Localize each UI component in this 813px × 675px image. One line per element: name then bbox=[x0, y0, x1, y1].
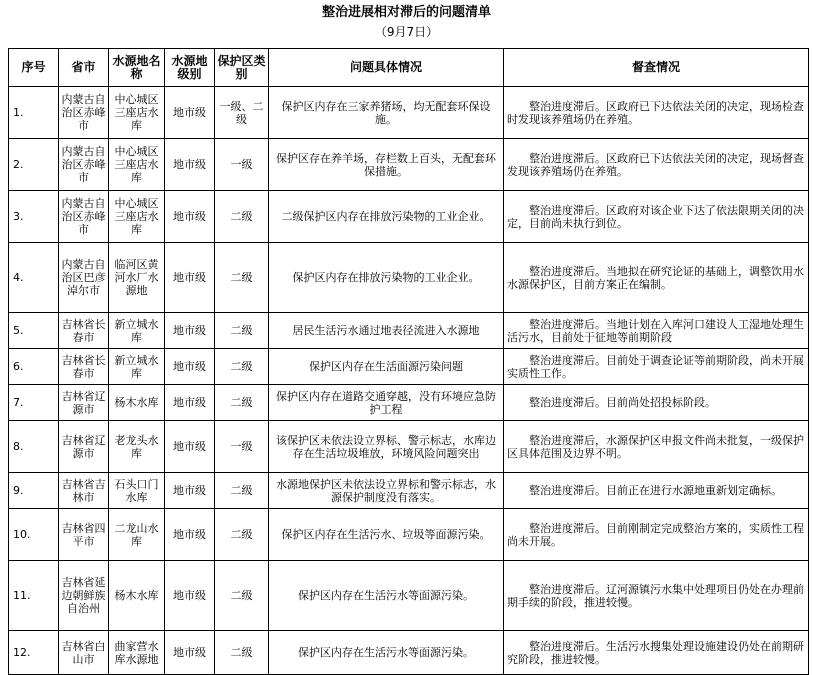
row-seq: 10. bbox=[9, 509, 59, 561]
status-text: 整治进度滞后。区政府已下达依法关闭的决定，现场督查发现该养殖场仍在养殖。 bbox=[507, 151, 804, 178]
row-source-level: 地市级 bbox=[165, 473, 215, 509]
table-row bbox=[9, 313, 809, 349]
status-text: 整治进度滞后。目前处于调查论证等前期阶段，尚未开展实质性工作。 bbox=[507, 353, 804, 380]
row-province: 吉林省四平市 bbox=[59, 509, 109, 561]
row-problem: 保护区内存在三家养猪场，均无配套环保设施。 bbox=[269, 87, 504, 139]
row-problem: 保护区内存在生活污水等面源污染。 bbox=[269, 561, 504, 631]
row-source-level: 地市级 bbox=[165, 631, 215, 675]
status-text: 整治进度滞后。辽河源镇污水集中处理项目仍处在办理前期手续的阶段，推进较慢。 bbox=[507, 582, 804, 609]
row-source-name: 老龙头水库 bbox=[109, 421, 165, 473]
header-province: 省市 bbox=[59, 49, 109, 87]
status-text: 整治进度滞后。区政府已下达依法关闭的决定，现场检查时发现该养殖场仍在养殖。 bbox=[507, 99, 804, 126]
status-text: 整治进度滞后。目前尚处招投标阶段。 bbox=[529, 396, 716, 409]
row-source-level: 地市级 bbox=[165, 313, 215, 349]
row-source-level: 地市级 bbox=[165, 509, 215, 561]
table-row bbox=[9, 421, 809, 473]
row-source-level: 地市级 bbox=[165, 243, 215, 313]
row-problem: 保护区内存在生活污水等面源污染。 bbox=[269, 631, 504, 675]
row-status bbox=[504, 631, 809, 675]
row-status bbox=[504, 87, 809, 139]
row-status bbox=[504, 509, 809, 561]
row-province: 内蒙古自治区赤峰市 bbox=[59, 139, 109, 191]
row-protect-type: 二级 bbox=[215, 349, 269, 385]
row-seq: 9. bbox=[9, 473, 59, 509]
table-row bbox=[9, 473, 809, 509]
row-source-name: 中心城区三座店水库 bbox=[109, 87, 165, 139]
row-protect-type: 一级 bbox=[215, 421, 269, 473]
row-seq: 6. bbox=[9, 349, 59, 385]
row-problem: 保护区内存在生活污水、垃圾等面源污染。 bbox=[269, 509, 504, 561]
row-status bbox=[504, 139, 809, 191]
row-protect-type: 二级 bbox=[215, 313, 269, 349]
table-row bbox=[9, 631, 809, 675]
status-text: 整治进度滞后。当地拟在研究论证的基础上，调整饮用水水源保护区，目前方案正在编制。 bbox=[507, 264, 804, 291]
table-row bbox=[9, 87, 809, 139]
row-source-name: 中心城区三座店水库 bbox=[109, 139, 165, 191]
header-protect-type: 保护区类别 bbox=[215, 49, 269, 87]
table-row bbox=[9, 349, 809, 385]
status-text: 整治进度滞后。当地计划在入库河口建设人工湿地处理生活污水，目前处于征地等前期阶段 bbox=[507, 317, 804, 344]
row-status bbox=[504, 473, 809, 509]
row-seq: 2. bbox=[9, 139, 59, 191]
row-province: 吉林省吉林市 bbox=[59, 473, 109, 509]
row-source-level: 地市级 bbox=[165, 421, 215, 473]
row-seq: 11. bbox=[9, 561, 59, 631]
header-seq: 序号 bbox=[9, 49, 59, 87]
row-seq: 1. bbox=[9, 87, 59, 139]
table-row bbox=[9, 509, 809, 561]
table-row bbox=[9, 139, 809, 191]
issues-table bbox=[8, 48, 809, 675]
row-seq: 4. bbox=[9, 243, 59, 313]
row-source-level: 地市级 bbox=[165, 385, 215, 421]
header-problem: 问题具体情况 bbox=[269, 49, 504, 87]
row-problem: 保护区内存在排放污染物的工业企业。 bbox=[269, 243, 504, 313]
status-text: 整治进度滞后。生活污水搜集处理设施建设仍处在前期研究阶段，推进较慢。 bbox=[507, 639, 804, 666]
row-problem: 保护区内存在道路交通穿越，没有环境应急防护工程 bbox=[269, 385, 504, 421]
row-protect-type: 一级 bbox=[215, 139, 269, 191]
row-problem: 保护区内存在生活面源污染问题 bbox=[269, 349, 504, 385]
row-problem: 居民生活污水通过地表径流进入水源地 bbox=[269, 313, 504, 349]
row-source-level: 地市级 bbox=[165, 87, 215, 139]
row-source-name: 临河区黄河水厂水源地 bbox=[109, 243, 165, 313]
row-seq: 7. bbox=[9, 385, 59, 421]
row-protect-type: 二级 bbox=[215, 561, 269, 631]
row-status bbox=[504, 561, 809, 631]
row-source-level: 地市级 bbox=[165, 191, 215, 243]
table-row bbox=[9, 191, 809, 243]
row-status bbox=[504, 191, 809, 243]
table-row bbox=[9, 243, 809, 313]
row-source-name: 曲家营水库水源地 bbox=[109, 631, 165, 675]
row-problem: 水源地保护区未依法设立界标和警示标志，水源保护制度没有落实。 bbox=[269, 473, 504, 509]
row-status bbox=[504, 349, 809, 385]
status-text: 整治进度滞后。区政府对该企业下达了依法限期关闭的决定，目前尚未执行到位。 bbox=[507, 203, 804, 230]
row-protect-type: 二级 bbox=[215, 191, 269, 243]
row-source-name: 石头口门水库 bbox=[109, 473, 165, 509]
row-source-name: 杨木水库 bbox=[109, 561, 165, 631]
row-status bbox=[504, 385, 809, 421]
row-province: 内蒙古自治区赤峰市 bbox=[59, 191, 109, 243]
row-protect-type: 二级 bbox=[215, 385, 269, 421]
row-source-name: 二龙山水库 bbox=[109, 509, 165, 561]
row-protect-type: 二级 bbox=[215, 243, 269, 313]
row-protect-type: 二级 bbox=[215, 473, 269, 509]
header-source-name: 水源地名称 bbox=[109, 49, 165, 87]
header-status: 督查情况 bbox=[504, 49, 809, 87]
row-seq: 3. bbox=[9, 191, 59, 243]
row-problem: 保护区存在养羊场，存栏数上百头，无配套环保措施。 bbox=[269, 139, 504, 191]
table-header-row bbox=[9, 49, 809, 87]
status-text: 整治进度滞后，水源保护区申报文件尚未批复，一级保护区具体范围及边界不明。 bbox=[507, 433, 804, 460]
row-province: 内蒙古自治区巴彦淖尔市 bbox=[59, 243, 109, 313]
row-source-level: 地市级 bbox=[165, 349, 215, 385]
row-source-name: 中心城区三座店水库 bbox=[109, 191, 165, 243]
row-seq: 5. bbox=[9, 313, 59, 349]
row-source-level: 地市级 bbox=[165, 561, 215, 631]
row-status bbox=[504, 313, 809, 349]
table-row bbox=[9, 561, 809, 631]
row-problem: 该保护区未依法设立界标、警示标志，水库边存在生活垃圾堆放，环境风险问题突出 bbox=[269, 421, 504, 473]
header-source-level: 水源地级别 bbox=[165, 49, 215, 87]
row-seq: 12. bbox=[9, 631, 59, 675]
row-province: 吉林省辽源市 bbox=[59, 385, 109, 421]
page-subtitle-date: （9月7日） bbox=[374, 25, 439, 39]
row-source-name: 杨木水库 bbox=[109, 385, 165, 421]
row-province: 吉林省长春市 bbox=[59, 349, 109, 385]
row-protect-type: 二级 bbox=[215, 509, 269, 561]
row-source-name: 新立城水库 bbox=[109, 313, 165, 349]
table-row bbox=[9, 385, 809, 421]
row-province: 吉林省延边朝鲜族自治州 bbox=[59, 561, 109, 631]
row-seq: 8. bbox=[9, 421, 59, 473]
row-status bbox=[504, 243, 809, 313]
row-province: 吉林省辽源市 bbox=[59, 421, 109, 473]
row-province: 吉林省长春市 bbox=[59, 313, 109, 349]
page-title: 整治进展相对滞后的问题清单 bbox=[321, 5, 491, 20]
row-protect-type: 二级 bbox=[215, 631, 269, 675]
status-text: 整治进度滞后。目前正在进行水源地重新划定确标。 bbox=[529, 484, 782, 497]
status-text: 整治进度滞后。目前刚制定完成整治方案的，实质性工程尚未开展。 bbox=[507, 521, 804, 548]
row-problem: 二级保护区内存在排放污染物的工业企业。 bbox=[269, 191, 504, 243]
row-source-name: 新立城水库 bbox=[109, 349, 165, 385]
row-province: 内蒙古自治区赤峰市 bbox=[59, 87, 109, 139]
row-protect-type: 一级、二级 bbox=[215, 87, 269, 139]
row-source-level: 地市级 bbox=[165, 139, 215, 191]
row-province: 吉林省白山市 bbox=[59, 631, 109, 675]
row-status bbox=[504, 421, 809, 473]
